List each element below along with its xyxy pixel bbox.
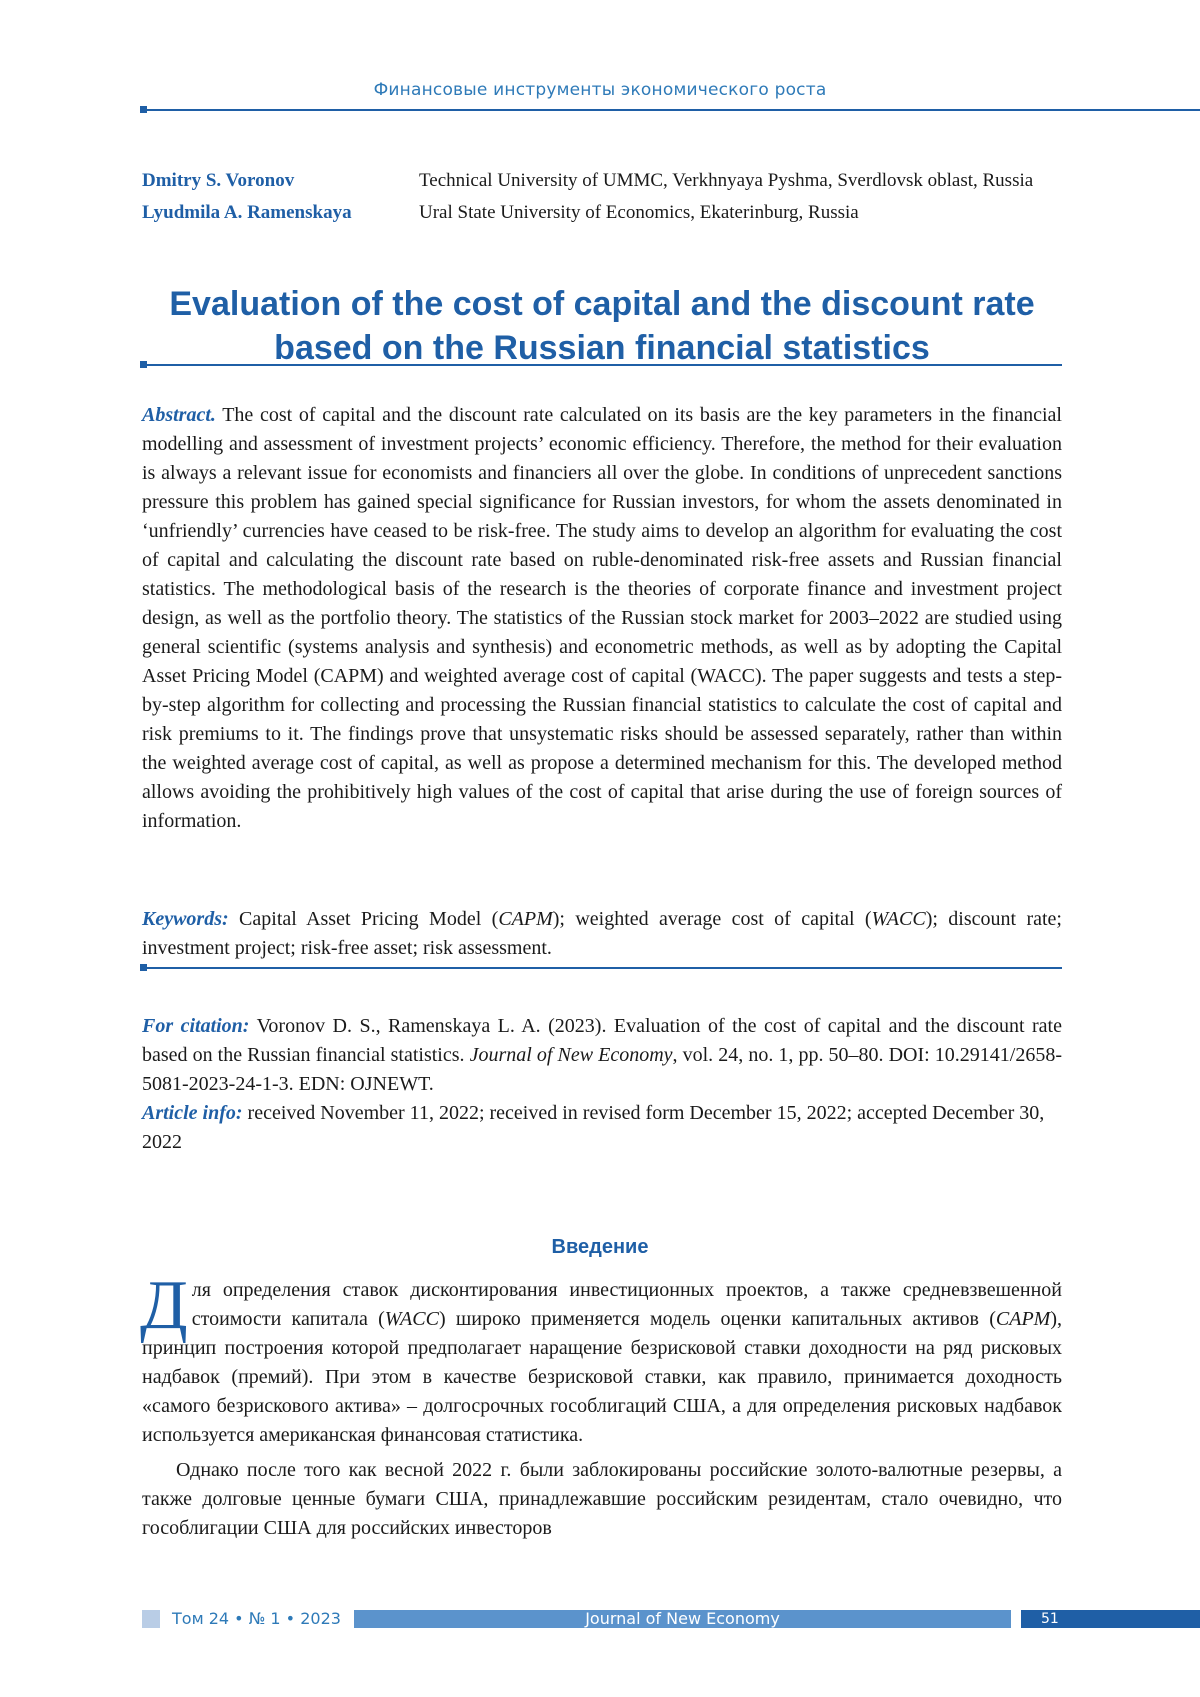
citation-text: Voronov D. S., Ramenskaya L. A. (2023). Evaluation of the cost of capital and the discount rate based on the Russian financial statistics. [142,1015,1062,1066]
header-rule [142,109,1200,111]
paragraph-capm: CAPM [996,1308,1050,1330]
author-row [142,168,1062,194]
article-info-text: received November 11, 2022; received in revised form December 15, 2022; accepted December 30, 2022 [142,1102,1044,1153]
abstract-text: The cost of capital and the discount rate calculated on its basis are the key parameters in the financial modelling and assessment of investment projects’ economic efficiency. Therefore, the method for their evaluation is always a relevant issue for economists and financiers all over the globe. In conditions of unprecedent sanctions pressure this problem has gained special significance for Russian investors, for whom the assets denominated in ‘unfriendly’ currencies have ceased to be risk-free. The study aims to develop an algorithm for evaluating the cost of capital and calculating the discount rate based on ruble-denominated risk-free assets and Russian financial statistics. The methodological basis of the research is the theories of corporate finance and investment project design, as well as the portfolio theory. The statistics of the Russian stock market for 2003–2022 are studied using general scientific (systems analysis and synthesis) and econometric methods, as well as by adopting the Capital Asset Pricing Model (CAPM) and weighted average cost of capital (WACC). The paper suggests and tests a step-by-step algorithm for collecting and processing the Russian financial statistics to calculate the cost of capital and risk premiums to it. The findings prove that unsystematic risks should be assessed separately, rather than within the weighted average cost of capital, as well as propose a determined mechanism for this. The developed method allows avoiding the prohibitively high values of the cost of capital that arise during the use of foreign sources of information. [142,404,1062,832]
paragraph: Однако после того как весной 2022 г. были заблокированы российские золото-валютные резервы, а также долговые ценные бумаги США, принадлежавшие российским резидентам, стало очевидно, что гособлигации США для российских инвесторов [142,1456,1062,1543]
abstract [142,401,1062,836]
keywords [142,905,1062,963]
page-footer [0,1608,1200,1630]
footer-square [142,1610,160,1628]
author-name: Lyudmila A. Ramenskaya [142,200,419,226]
citation-journal: Journal of New Economy [470,1044,673,1066]
author-list [142,168,1062,232]
drop-cap: Д [140,1278,188,1334]
author-affiliation: Technical University of UMMC, Verkhnyaya Pyshma, Sverdlovsk oblast, Russia [419,168,1062,194]
paragraph-text: ) широко применяется модель оценки капитальных активов ( [439,1308,996,1330]
footer-volume: Том 24 • № 1 • 2023 [172,1609,341,1628]
keywords-rule-marker [140,964,147,971]
page-number: 51 [1021,1610,1200,1628]
keywords-capm: CAPM [498,908,552,930]
article-info-label: Article info: [142,1102,243,1124]
title-rule [142,364,1062,366]
keywords-rule [142,967,1062,969]
keywords-label: Keywords: [142,908,229,930]
footer-journal: Journal of New Economy [354,1610,1011,1628]
abstract-label: Abstract. [142,404,216,426]
author-affiliation: Ural State University of Economics, Ekaterinburg, Russia [419,200,1062,226]
header-rule-marker [140,106,147,113]
paragraph-wacc: WACC [385,1308,439,1330]
author-row [142,200,1062,226]
body-text [142,1276,1062,1543]
paragraph-text: ля определения ставок дисконтирования инвестиционных проектов, а также средневзвешенной стоимости капитала ( [192,1279,1062,1330]
citation-text: , vol. 24, no. 1, pp. 50–80. DOI: 10.29141/2658-5081-2023-24-1-3. EDN: OJNEWT. [142,1044,1062,1095]
paragraph [142,1276,1062,1450]
keywords-wacc: WACC [872,908,926,930]
article-title: Evaluation of the cost of capital and the discount rate based on the Russian financial statistics [142,282,1062,370]
keywords-text: Capital Asset Pricing Model ( [229,908,499,930]
author-name: Dmitry S. Voronov [142,168,419,194]
citation [142,1012,1062,1099]
citation-label: For citation: [142,1015,249,1037]
running-header: Финансовые инструменты экономического роста [0,80,1200,100]
section-title: Введение [0,1236,1200,1259]
title-rule-marker [140,361,147,368]
keywords-text: ); weighted average cost of capital ( [553,908,872,930]
paragraph-text: ), принцип построения которой предполагает наращение безрисковой ставки доходности на ряд рисковых надбавок (премий). При этом в качестве безрисковой ставки, как правило, принимается доходность «самого безрискового актива» – долгосрочных гособлигаций США, а для определения рисковых надбавок используется американская финансовая статистика. [142,1308,1062,1446]
article-info [142,1099,1062,1157]
keywords-text: ); discount rate; investment project; risk-free asset; risk assessment. [142,908,1062,959]
